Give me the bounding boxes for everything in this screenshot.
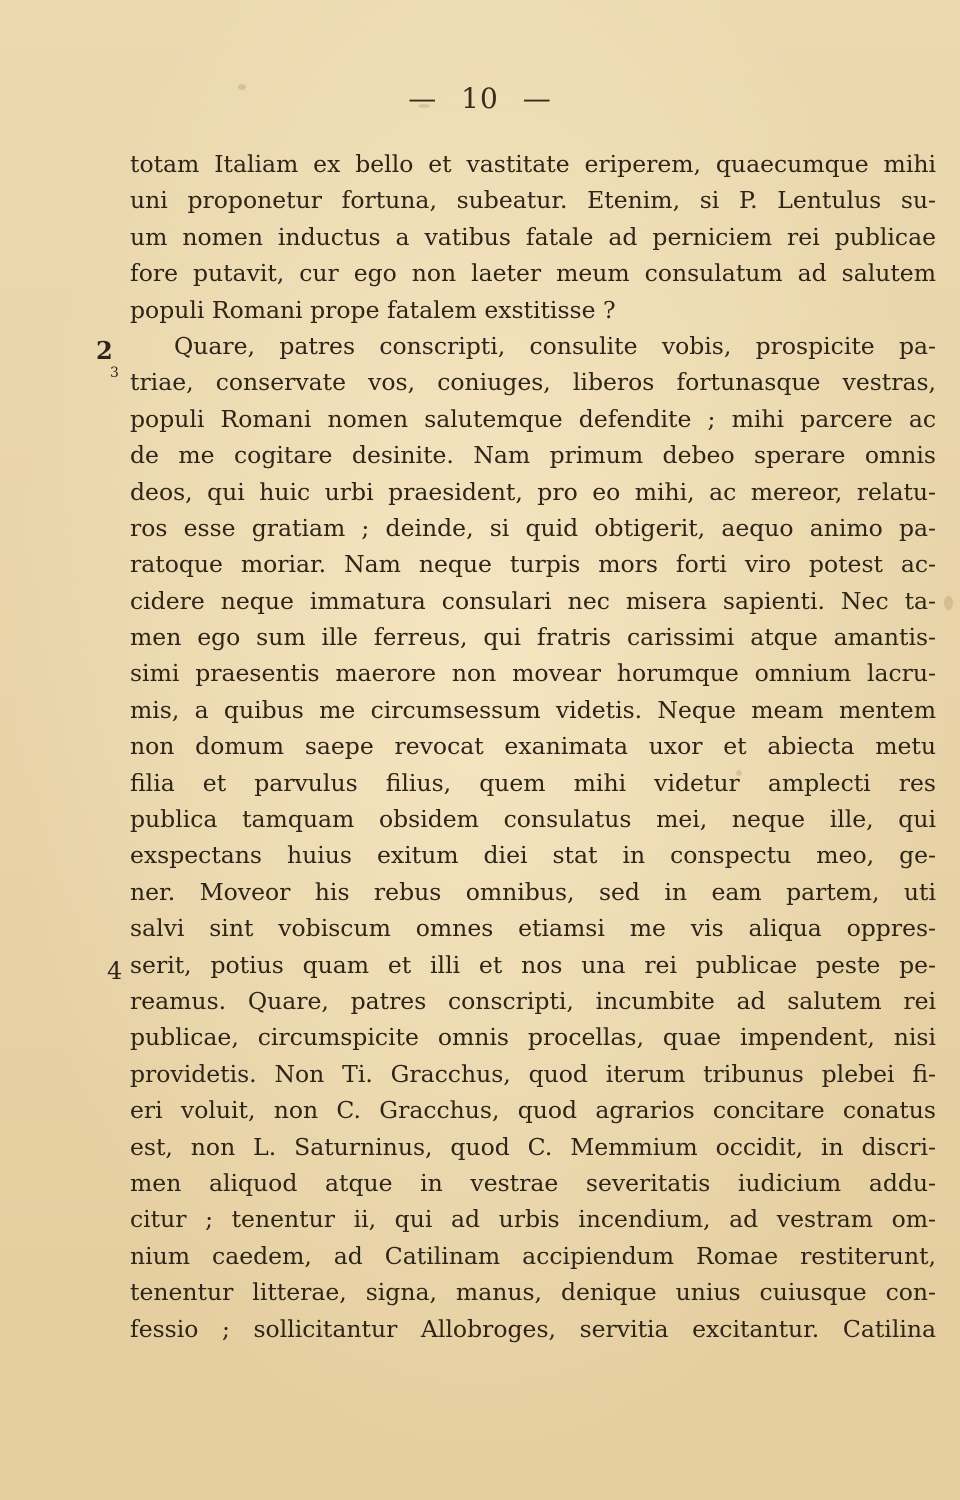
- page-number-value: 10: [461, 82, 499, 115]
- text-line: est, non L. Saturninus, quod C. Memmium occidit, in discri-: [130, 1132, 936, 1161]
- text-line: publica tamquam obsidem consulatus mei, neque ille, qui: [130, 805, 936, 834]
- margin-section-number: 4: [107, 957, 123, 985]
- body-text: [130, 146, 936, 1347]
- text-line: totam Italiam ex bello et vastitate eriperem, quaecumque mihi: [130, 150, 936, 178]
- text-line: ratoque moriar. Nam neque turpis mors forti viro potest ac-: [130, 550, 936, 579]
- text-line: reamus. Quare, patres conscripti, incumbite ad salutem rei: [130, 986, 936, 1015]
- page-number-dash-left: —: [408, 82, 438, 115]
- text-line: populi Romani prope fatalem exstitisse ?: [130, 295, 616, 324]
- margin-section-number: 3: [110, 365, 119, 381]
- text-line: de me cogitare desinite. Nam primum debeo sperare omnis: [130, 441, 936, 470]
- text-line: simi praesentis maerore non movear horumque omnium lacru-: [130, 659, 936, 688]
- text-line: cidere neque immatura consulari nec misera sapienti. Nec ta-: [130, 586, 936, 615]
- paper-stain: [944, 596, 953, 610]
- text-line: populi Romani nomen salutemque defendite ; mihi parcere ac: [130, 404, 936, 433]
- text-line: ner. Moveor his rebus omnibus, sed in eam partem, uti: [130, 877, 936, 906]
- text-line: fessio ; sollicitantur Allobroges, servitia excitantur. Catilina: [130, 1314, 936, 1343]
- text-line: nium caedem, ad Catilinam accipiendum Romae restiterunt,: [130, 1241, 936, 1270]
- page-number: [0, 82, 960, 115]
- text-line: tenentur litterae, signa, manus, denique unius cuiusque con-: [130, 1278, 936, 1307]
- text-line: publicae, circumspicite omnis procellas, quae impendent, nisi: [130, 1023, 936, 1052]
- text-line: providetis. Non Ti. Gracchus, quod iterum tribunus plebei fi-: [130, 1059, 936, 1088]
- text-line: serit, potius quam et illi et nos una rei publicae peste pe-: [130, 950, 936, 979]
- text-line: men aliquod atque in vestrae severitatis iudicium addu-: [130, 1168, 936, 1197]
- text-line: eri voluit, non C. Gracchus, quod agrarios concitare conatus: [130, 1096, 936, 1125]
- text-line: triae, conservate vos, coniuges, liberos fortunasque vestras,: [130, 368, 936, 397]
- text-line: men ego sum ille ferreus, qui fratris carissimi atque amantis-: [130, 623, 936, 652]
- text-line: uni proponetur fortuna, subeatur. Etenim, si P. Lentulus su-: [130, 186, 936, 215]
- text-line: Quare, patres conscripti, consulite vobis, prospicite pa-: [174, 331, 936, 360]
- text-line: ros esse gratiam ; deinde, si quid obtigerit, aequo animo pa-: [130, 513, 936, 542]
- text-line: um nomen inductus a vatibus fatale ad perniciem rei publicae: [130, 222, 936, 251]
- text-line: filia et parvulus filius, quem mihi videtur amplecti res: [130, 768, 936, 797]
- page-number-dash-right: —: [522, 82, 552, 115]
- text-line: deos, qui huic urbi praesident, pro eo mihi, ac mereor, relatu-: [130, 477, 936, 506]
- text-line: non domum saepe revocat exanimata uxor et abiecta metu: [130, 732, 936, 761]
- text-line: citur ; tenentur ii, qui ad urbis incendium, ad vestram om-: [130, 1205, 936, 1234]
- text-line: salvi sint vobiscum omnes etiamsi me vis aliqua oppres-: [130, 914, 936, 943]
- text-line: fore putavit, cur ego non laeter meum consulatum ad salutem: [130, 259, 936, 288]
- margin-section-number: 2: [96, 336, 113, 365]
- text-line: exspectans huius exitum diei stat in conspectu meo, ge-: [130, 841, 936, 870]
- text-line: mis, a quibus me circumsessum videtis. Neque meam mentem: [130, 695, 936, 724]
